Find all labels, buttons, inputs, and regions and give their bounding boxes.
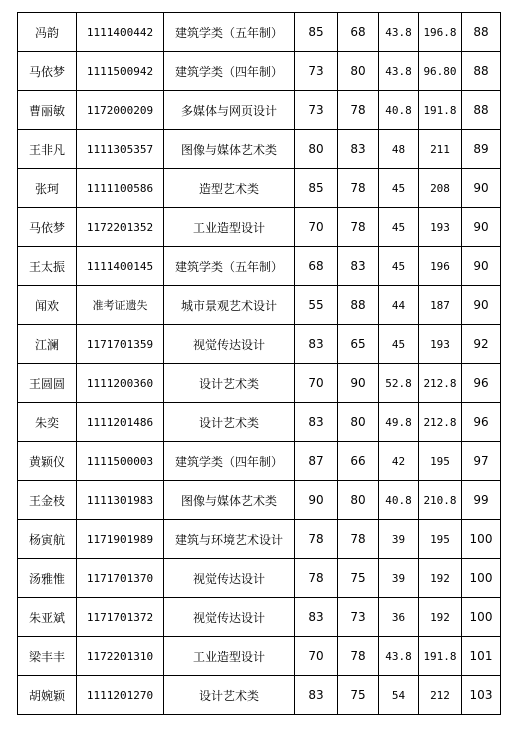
- rank-cell: 96: [462, 364, 501, 403]
- rank-cell: 89: [462, 130, 501, 169]
- score-1-cell: 83: [295, 325, 338, 364]
- score-3-cell: 48: [379, 130, 419, 169]
- table-row: [18, 91, 501, 130]
- total-score-cell: 191.8: [419, 637, 462, 676]
- rank-cell: 103: [462, 676, 501, 715]
- exam-id-cell: 1172000209: [77, 91, 164, 130]
- table-row: [18, 286, 501, 325]
- score-2-cell: 65: [338, 325, 379, 364]
- score-2-cell: 75: [338, 676, 379, 715]
- total-score-cell: 212.8: [419, 403, 462, 442]
- score-1-cell: 68: [295, 247, 338, 286]
- major-cell: 建筑学类（四年制）: [164, 442, 295, 481]
- total-score-cell: 210.8: [419, 481, 462, 520]
- rank-cell: 100: [462, 598, 501, 637]
- total-score-cell: 196: [419, 247, 462, 286]
- score-3-cell: 45: [379, 169, 419, 208]
- score-2-cell: 73: [338, 598, 379, 637]
- rank-cell: 90: [462, 247, 501, 286]
- table-row: [18, 13, 501, 52]
- student-name-cell: 闻欢: [18, 286, 77, 325]
- exam-id-cell: 1111400442: [77, 13, 164, 52]
- score-2-cell: 80: [338, 52, 379, 91]
- exam-id-cell: 1171701372: [77, 598, 164, 637]
- total-score-cell: 193: [419, 208, 462, 247]
- table-row: [18, 364, 501, 403]
- score-2-cell: 83: [338, 130, 379, 169]
- score-2-cell: 80: [338, 403, 379, 442]
- score-2-cell: 78: [338, 208, 379, 247]
- table-row: [18, 130, 501, 169]
- score-2-cell: 78: [338, 169, 379, 208]
- score-1-cell: 85: [295, 169, 338, 208]
- score-3-cell: 44: [379, 286, 419, 325]
- score-1-cell: 70: [295, 208, 338, 247]
- total-score-cell: 208: [419, 169, 462, 208]
- major-cell: 视觉传达设计: [164, 598, 295, 637]
- exam-id-cell: 1171701359: [77, 325, 164, 364]
- score-2-cell: 78: [338, 91, 379, 130]
- exam-id-cell: 准考证遗失: [77, 286, 164, 325]
- table-body: [18, 13, 501, 715]
- major-cell: 图像与媒体艺术类: [164, 130, 295, 169]
- major-cell: 设计艺术类: [164, 676, 295, 715]
- table-row: [18, 325, 501, 364]
- major-cell: 视觉传达设计: [164, 325, 295, 364]
- exam-id-cell: 1171901989: [77, 520, 164, 559]
- exam-id-cell: 1111201486: [77, 403, 164, 442]
- score-1-cell: 85: [295, 13, 338, 52]
- score-1-cell: 83: [295, 676, 338, 715]
- total-score-cell: 212.8: [419, 364, 462, 403]
- table-row: [18, 208, 501, 247]
- student-name-cell: 王金枝: [18, 481, 77, 520]
- total-score-cell: 96.80: [419, 52, 462, 91]
- score-3-cell: 43.8: [379, 13, 419, 52]
- exam-id-cell: 1111305357: [77, 130, 164, 169]
- score-1-cell: 70: [295, 364, 338, 403]
- student-name-cell: 杨寅航: [18, 520, 77, 559]
- score-3-cell: 45: [379, 247, 419, 286]
- student-name-cell: 王非凡: [18, 130, 77, 169]
- score-2-cell: 66: [338, 442, 379, 481]
- major-cell: 工业造型设计: [164, 208, 295, 247]
- total-score-cell: 187: [419, 286, 462, 325]
- total-score-cell: 195: [419, 520, 462, 559]
- score-1-cell: 90: [295, 481, 338, 520]
- student-name-cell: 胡婉颖: [18, 676, 77, 715]
- rank-cell: 101: [462, 637, 501, 676]
- rank-cell: 96: [462, 403, 501, 442]
- exam-id-cell: 1111100586: [77, 169, 164, 208]
- exam-id-cell: 1111201270: [77, 676, 164, 715]
- exam-id-cell: 1172201352: [77, 208, 164, 247]
- total-score-cell: 192: [419, 559, 462, 598]
- student-name-cell: 汤雅惟: [18, 559, 77, 598]
- total-score-cell: 193: [419, 325, 462, 364]
- total-score-cell: 212: [419, 676, 462, 715]
- exam-id-cell: 1171701370: [77, 559, 164, 598]
- student-name-cell: 马依梦: [18, 52, 77, 91]
- major-cell: 建筑学类（五年制）: [164, 13, 295, 52]
- table-row: [18, 676, 501, 715]
- table-row: [18, 403, 501, 442]
- score-2-cell: 80: [338, 481, 379, 520]
- major-cell: 工业造型设计: [164, 637, 295, 676]
- score-2-cell: 78: [338, 637, 379, 676]
- score-table: [17, 12, 501, 715]
- table-row: [18, 598, 501, 637]
- total-score-cell: 211: [419, 130, 462, 169]
- student-name-cell: 曹丽敏: [18, 91, 77, 130]
- major-cell: 设计艺术类: [164, 364, 295, 403]
- score-2-cell: 88: [338, 286, 379, 325]
- score-2-cell: 83: [338, 247, 379, 286]
- exam-id-cell: 1172201310: [77, 637, 164, 676]
- exam-id-cell: 1111200360: [77, 364, 164, 403]
- table-row: [18, 637, 501, 676]
- rank-cell: 90: [462, 286, 501, 325]
- score-3-cell: 39: [379, 559, 419, 598]
- score-1-cell: 73: [295, 91, 338, 130]
- score-3-cell: 36: [379, 598, 419, 637]
- major-cell: 造型艺术类: [164, 169, 295, 208]
- table-row: [18, 520, 501, 559]
- major-cell: 建筑学类（四年制）: [164, 52, 295, 91]
- student-name-cell: 马依梦: [18, 208, 77, 247]
- rank-cell: 90: [462, 208, 501, 247]
- score-3-cell: 54: [379, 676, 419, 715]
- table-row: [18, 481, 501, 520]
- total-score-cell: 192: [419, 598, 462, 637]
- table-row: [18, 559, 501, 598]
- score-3-cell: 42: [379, 442, 419, 481]
- score-3-cell: 43.8: [379, 52, 419, 91]
- student-name-cell: 梁丰丰: [18, 637, 77, 676]
- score-3-cell: 40.8: [379, 481, 419, 520]
- total-score-cell: 196.8: [419, 13, 462, 52]
- score-3-cell: 40.8: [379, 91, 419, 130]
- score-3-cell: 39: [379, 520, 419, 559]
- rank-cell: 99: [462, 481, 501, 520]
- rank-cell: 92: [462, 325, 501, 364]
- exam-id-cell: 1111301983: [77, 481, 164, 520]
- score-1-cell: 78: [295, 520, 338, 559]
- student-name-cell: 朱奕: [18, 403, 77, 442]
- table-row: [18, 169, 501, 208]
- major-cell: 城市景观艺术设计: [164, 286, 295, 325]
- rank-cell: 88: [462, 52, 501, 91]
- score-1-cell: 78: [295, 559, 338, 598]
- score-1-cell: 73: [295, 52, 338, 91]
- total-score-cell: 195: [419, 442, 462, 481]
- score-3-cell: 49.8: [379, 403, 419, 442]
- major-cell: 多媒体与网页设计: [164, 91, 295, 130]
- rank-cell: 100: [462, 559, 501, 598]
- total-score-cell: 191.8: [419, 91, 462, 130]
- student-name-cell: 王圆圆: [18, 364, 77, 403]
- score-1-cell: 55: [295, 286, 338, 325]
- student-name-cell: 黄颖仪: [18, 442, 77, 481]
- score-1-cell: 83: [295, 403, 338, 442]
- student-name-cell: 朱亚斌: [18, 598, 77, 637]
- major-cell: 建筑学类（五年制）: [164, 247, 295, 286]
- rank-cell: 97: [462, 442, 501, 481]
- student-name-cell: 张珂: [18, 169, 77, 208]
- score-1-cell: 70: [295, 637, 338, 676]
- rank-cell: 100: [462, 520, 501, 559]
- exam-id-cell: 1111400145: [77, 247, 164, 286]
- score-3-cell: 52.8: [379, 364, 419, 403]
- score-3-cell: 45: [379, 325, 419, 364]
- student-name-cell: 王太振: [18, 247, 77, 286]
- score-2-cell: 75: [338, 559, 379, 598]
- score-2-cell: 68: [338, 13, 379, 52]
- rank-cell: 88: [462, 91, 501, 130]
- major-cell: 建筑与环境艺术设计: [164, 520, 295, 559]
- major-cell: 图像与媒体艺术类: [164, 481, 295, 520]
- rank-cell: 88: [462, 13, 501, 52]
- exam-id-cell: 1111500942: [77, 52, 164, 91]
- score-1-cell: 87: [295, 442, 338, 481]
- exam-id-cell: 1111500003: [77, 442, 164, 481]
- score-1-cell: 80: [295, 130, 338, 169]
- rank-cell: 90: [462, 169, 501, 208]
- score-2-cell: 78: [338, 520, 379, 559]
- major-cell: 设计艺术类: [164, 403, 295, 442]
- student-name-cell: 冯韵: [18, 13, 77, 52]
- score-1-cell: 83: [295, 598, 338, 637]
- student-name-cell: 江澜: [18, 325, 77, 364]
- table-row: [18, 52, 501, 91]
- score-3-cell: 43.8: [379, 637, 419, 676]
- table-row: [18, 247, 501, 286]
- score-2-cell: 90: [338, 364, 379, 403]
- score-3-cell: 45: [379, 208, 419, 247]
- table-row: [18, 442, 501, 481]
- major-cell: 视觉传达设计: [164, 559, 295, 598]
